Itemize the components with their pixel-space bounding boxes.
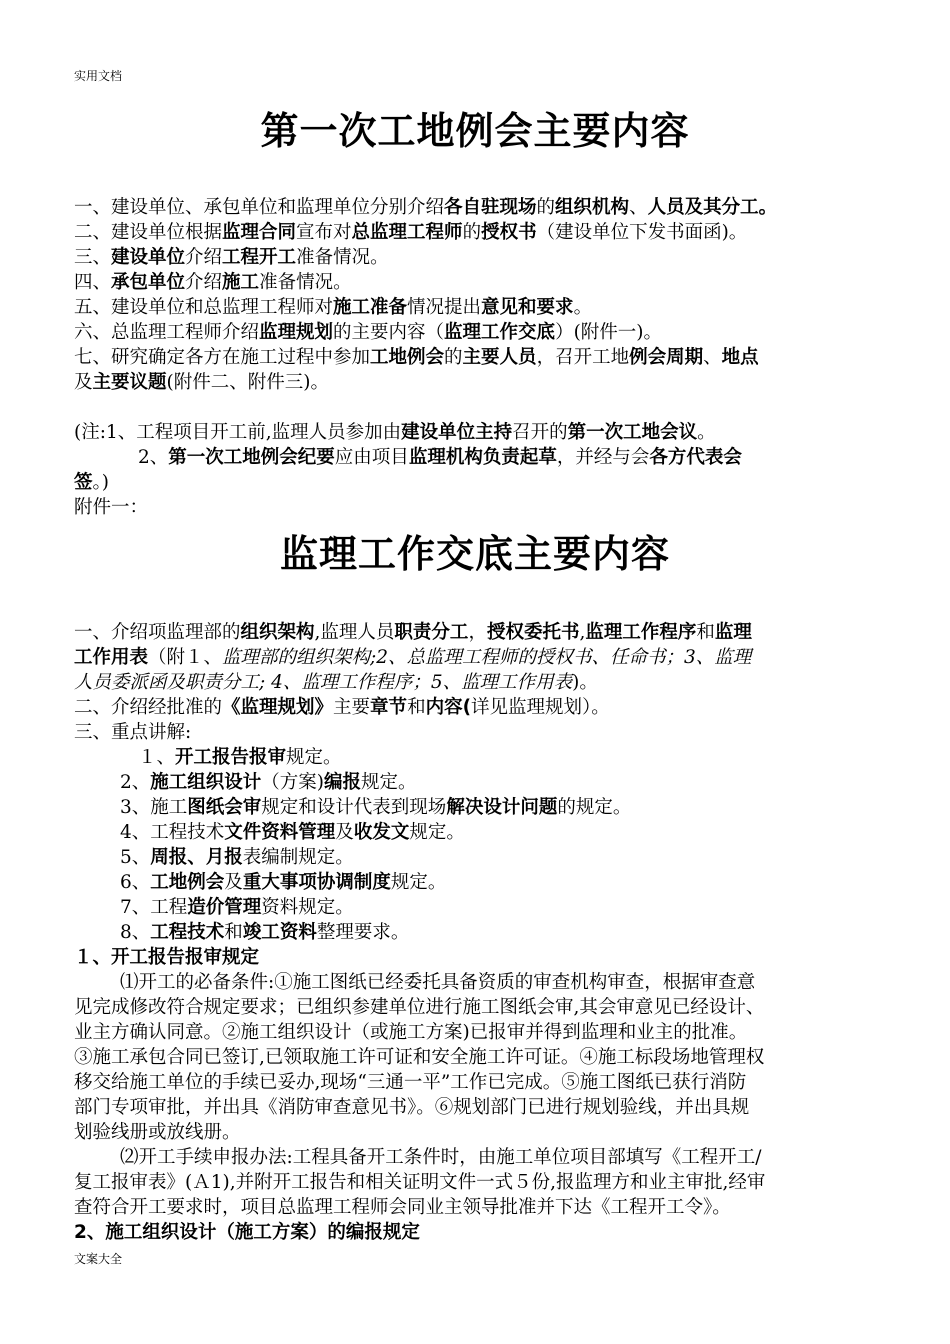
text-run: 2、 [138, 447, 169, 468]
text-run: 主要议题 [92, 372, 167, 393]
text-run: 例会周期 [629, 347, 704, 368]
text-run: 监理规划 [259, 322, 334, 343]
text-run: )。 [572, 672, 598, 693]
text-run: 总监理工程师 [351, 222, 463, 243]
text-run: (附件二、附件三)。 [166, 372, 329, 393]
text-run: 和 [224, 922, 243, 943]
text-line [74, 696, 610, 720]
text-run: 内容( [425, 697, 472, 718]
paragraph-line [74, 1121, 241, 1145]
text-run: 部门专项审批，并出具《消防审查意见书》。⑥规划部门已进行规划验线，并出具规 [74, 1097, 750, 1118]
paragraph-line [74, 1046, 764, 1070]
paragraph-line [120, 1146, 761, 1170]
paragraph-line [74, 996, 764, 1020]
text-line [74, 671, 598, 695]
text-run: 人员及其分工。 [647, 197, 778, 218]
text-run: 章节 [370, 697, 408, 718]
text-run: 六、总监理工程师介绍 [74, 322, 260, 343]
text-run: 及 [74, 372, 93, 393]
text-run: （建设单位下发书面函)。 [536, 222, 748, 243]
text-run: 各自驻现场 [444, 197, 537, 218]
text-run: ③施工承包合同已签订,已领取施工许可证和安全施工许可证。④施工标段场地管理权 [74, 1047, 765, 1068]
text-line [74, 621, 752, 645]
note-line [138, 446, 742, 470]
text-run: 资料规定。 [261, 897, 354, 918]
text-run: 宣布对 [296, 222, 352, 243]
text-run: 七、研究确定各方在施工过程中参加 [74, 347, 371, 368]
text-run: 监理工作交底 [444, 322, 556, 343]
list-item [120, 921, 409, 945]
text-run: 、 [629, 197, 648, 218]
text-run: 介绍 [185, 272, 223, 293]
text-run: 的 [444, 347, 463, 368]
text-run: 规定。 [361, 772, 417, 793]
text-run: 工程技术 [150, 922, 225, 943]
text-run: 承包单位 [111, 272, 186, 293]
text-run: 8、 [120, 922, 151, 943]
text-run: 3、施工 [120, 797, 188, 818]
text-run: 编报 [324, 772, 362, 793]
text-run: 工程开工 [222, 247, 297, 268]
text-run: 应由项目 [334, 447, 409, 468]
document-title: 第一次工地例会主要内容 [260, 109, 690, 153]
text-run: 人员委派函及职责分工; 4、监理工作程序；5、监理工作用表 [74, 672, 573, 693]
paragraph-line [74, 1171, 765, 1195]
text-run: 二、建设单位根据 [74, 222, 223, 243]
subsection-heading [74, 946, 259, 970]
text-line [74, 196, 777, 220]
text-run: 划验线册或放线册。 [74, 1122, 241, 1143]
text-run: 签 [74, 472, 93, 493]
text-run: 工地例会 [370, 347, 445, 368]
text-run: , [579, 622, 586, 643]
text-run: 准备情况。 [296, 247, 389, 268]
text-line [74, 321, 662, 345]
text-run: 召开的 [512, 422, 568, 443]
text-run: 二、介绍经批准的 [74, 697, 223, 718]
text-run: 授权委托书 [486, 622, 580, 643]
text-run: 三、 [74, 247, 112, 268]
text-line [74, 346, 759, 370]
text-run: 四、 [74, 272, 112, 293]
text-run: 的主要内容（ [333, 322, 445, 343]
text-run: 组织架构 [240, 622, 315, 643]
text-run: 、 [703, 347, 722, 368]
text-line [74, 721, 191, 745]
text-run: 规定。 [286, 747, 342, 768]
text-run: 地点 [721, 347, 759, 368]
text-run: 周报、月报 [150, 847, 243, 868]
text-run: 一、建设单位、承包单位和监理单位分别介绍 [74, 197, 445, 218]
text-run: 。 [697, 422, 716, 443]
text-run: 。 [573, 297, 593, 318]
text-run: 4、工程技术 [120, 822, 225, 843]
text-run: 的 [536, 197, 556, 218]
text-run: 施工 [222, 272, 260, 293]
text-run: 各方代表会 [649, 447, 742, 468]
paragraph-line [74, 1096, 749, 1120]
text-run: 的规定。 [557, 797, 632, 818]
text-run: 5、 [120, 847, 151, 868]
text-run: 介绍 [185, 247, 223, 268]
text-run: 2、 [120, 772, 151, 793]
text-run: 查符合开工要求时，项目总监理工程师会同业主领导批准并下达《工程开工令》。 [74, 1197, 731, 1218]
text-run: １、 [138, 747, 176, 768]
text-run: 文件资料管理 [224, 822, 336, 843]
text-run: 和 [407, 697, 426, 718]
text-run: ,监理人员 [314, 622, 395, 643]
text-run: 五、建设单位和总监理工程师对 [74, 297, 334, 318]
text-run: 情况提出 [407, 297, 482, 318]
list-item [120, 796, 631, 820]
text-run: 准备情况。 [259, 272, 352, 293]
text-line [74, 271, 352, 295]
text-run: 组织机构 [555, 197, 630, 218]
text-run: 竣工资料 [242, 922, 317, 943]
text-run: 收发文 [353, 822, 410, 843]
text-run: 复工报审表》(Ａ1),并附开工报告和相关证明文件一式５份,报监理方和业主审批,经审 [74, 1172, 766, 1193]
page-footer: 文案大全 [74, 1252, 123, 1266]
text-run: 解决设计问题 [446, 797, 558, 818]
text-run: 主要人员 [462, 347, 537, 368]
paragraph-line [74, 1196, 731, 1220]
text-run: 及 [335, 822, 354, 843]
list-item [120, 821, 465, 845]
text-run: ，并经与会 [556, 447, 650, 468]
text-run: 2、施工组织设计（施工方案）的编报规定 [74, 1222, 420, 1243]
text-run: 第一次工地会议 [567, 422, 698, 443]
text-run: 及 [224, 872, 243, 893]
list-item [120, 896, 354, 920]
text-run: 规定和设计代表到现场 [261, 797, 447, 818]
text-run: 图纸会审 [187, 797, 262, 818]
text-run: 一、介绍项监理部的 [74, 622, 241, 643]
page-header: 实用文档 [74, 69, 123, 83]
text-run: 授权书 [481, 222, 537, 243]
text-run: 监理机构负责起草 [408, 447, 557, 468]
text-line [74, 646, 751, 670]
text-run: 和 [696, 622, 715, 643]
subsection-heading [74, 1221, 420, 1245]
text-run: 7、工程 [120, 897, 188, 918]
note-line [74, 471, 109, 495]
text-run: 三、重点讲解: [74, 722, 192, 743]
text-run: 的 [462, 222, 482, 243]
text-run: 重大事项协调制度 [242, 872, 391, 893]
text-run: １、开工报告报审规定 [74, 947, 260, 968]
list-item [120, 871, 446, 895]
text-run: 主要 [333, 697, 371, 718]
text-run: 建设单位主持 [401, 422, 513, 443]
text-run: ，召开工地 [536, 347, 630, 368]
text-run: 建设单位 [111, 247, 186, 268]
text-run: ， [468, 622, 487, 643]
list-item [120, 846, 354, 870]
text-run: （方案) [261, 772, 325, 793]
text-run: （附１、 [148, 647, 223, 668]
text-run: 造价管理 [187, 897, 262, 918]
paragraph-line [74, 1071, 746, 1095]
text-run: 业主方确认同意。②施工组织设计（或施工方案)已报审并得到监理和业主的批准。 [74, 1022, 748, 1043]
text-run: (注:1、工程项目开工前,监理人员参加由 [74, 422, 402, 443]
list-item [138, 746, 342, 770]
paragraph-line [120, 971, 755, 995]
section-title: 监理工作交底主要内容 [279, 532, 670, 576]
text-run: 。) [92, 472, 109, 493]
text-run: ⑴开工的必备条件:①施工图纸已经委托具备资质的审查机构审查，根据审查意 [120, 972, 756, 993]
paragraph-line [74, 1021, 747, 1045]
text-run: 移交给施工单位的手续已妥办,现场“三通一平”工作已完成。⑤施工图纸已获行消防 [74, 1072, 747, 1093]
text-run: 意见和要求 [481, 297, 574, 318]
text-line [74, 296, 592, 320]
text-run: 详见监理规划）。 [471, 697, 610, 718]
attachment-label [74, 496, 148, 520]
text-run: ⑵开工手续申报办法:工程具备开工条件时，由施工单位项目部填写《工程开工/ [120, 1147, 762, 1168]
text-run: 监理 [714, 622, 752, 643]
text-run: 附件一： [74, 497, 149, 518]
list-item [120, 771, 417, 795]
text-line [74, 246, 389, 270]
text-run: 表编制规定。 [242, 847, 354, 868]
text-run: 职责分工 [394, 622, 469, 643]
text-run: 工作用表 [74, 647, 149, 668]
text-run: 施工组织设计 [150, 772, 262, 793]
note-line [74, 421, 716, 445]
text-run: 施工准备 [333, 297, 408, 318]
text-line [74, 371, 329, 395]
text-run: 监理部的组织架构;2、总监理工程师的授权书、任命书；3、监理 [222, 647, 752, 668]
text-run: 第一次工地例会纪要 [168, 447, 335, 468]
text-run: ）(附件一)。 [555, 322, 662, 343]
text-run: 监理工作程序 [585, 622, 697, 643]
text-run: 开工报告报审 [175, 747, 287, 768]
text-run: 《监理规划》 [222, 697, 334, 718]
text-run: 6、 [120, 872, 151, 893]
text-run: 监理合同 [222, 222, 297, 243]
text-run: 规定。 [409, 822, 465, 843]
text-line [74, 221, 747, 245]
text-run: 整理要求。 [316, 922, 410, 943]
text-run: 见完成修改符合规定要求；已组织参建单位进行施工图纸会审,其会审意见已经设计、 [74, 997, 765, 1018]
text-run: 工地例会 [150, 872, 225, 893]
text-run: 规定。 [390, 872, 447, 893]
